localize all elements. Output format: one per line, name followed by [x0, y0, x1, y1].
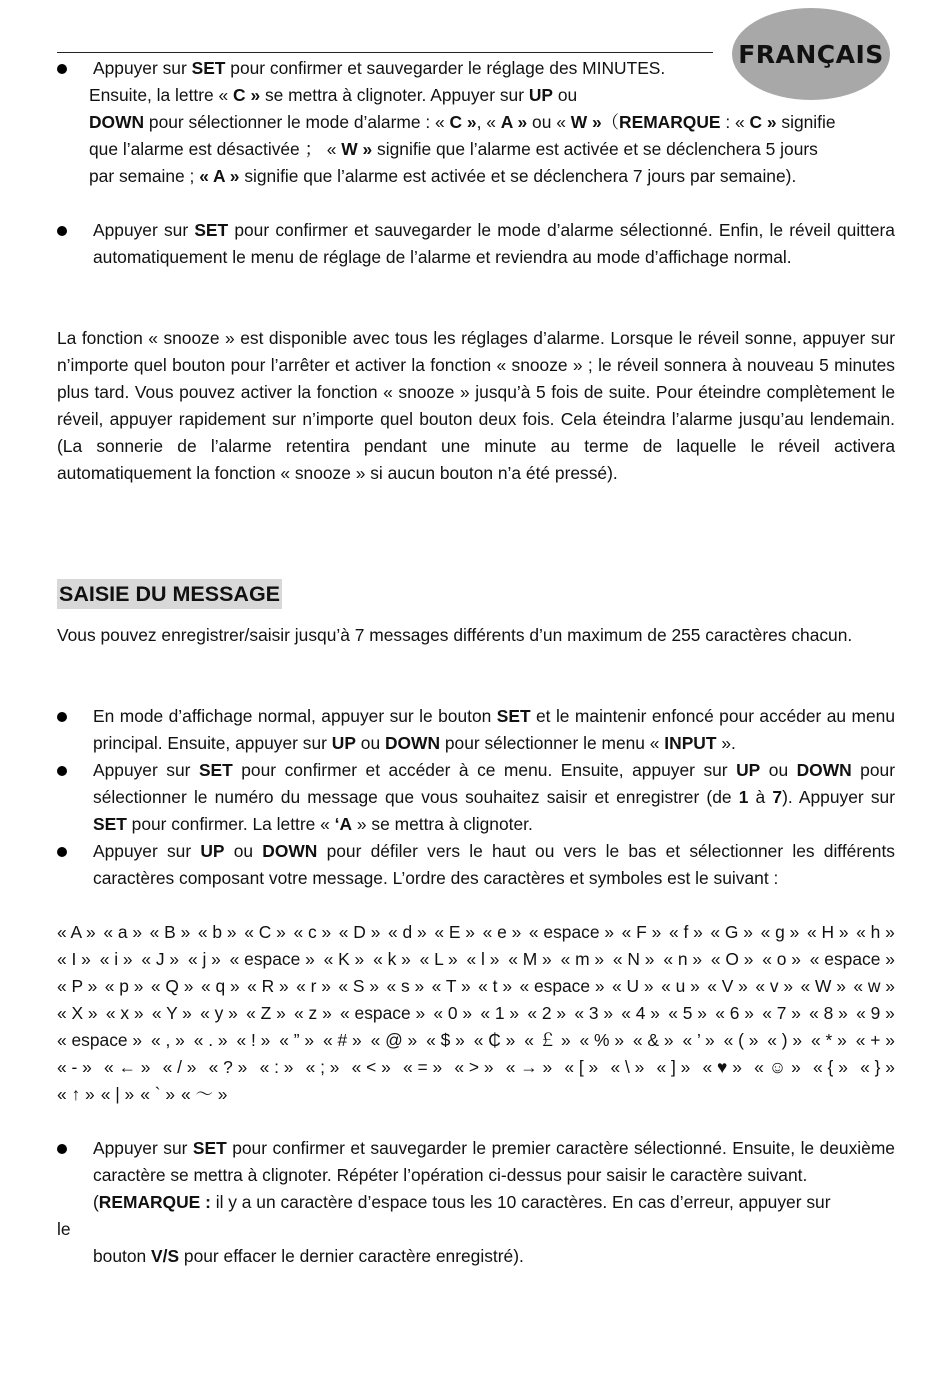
character-item: « u »	[661, 976, 700, 996]
character-item: « ; »	[305, 1057, 340, 1077]
bullet-dot	[57, 847, 67, 857]
character-item: « M »	[508, 949, 552, 969]
character-item: « p »	[104, 976, 144, 996]
character-item: « 5 »	[668, 1003, 707, 1023]
character-item: « O »	[710, 949, 754, 969]
bullet-dot	[57, 766, 67, 776]
character-item: « n »	[663, 949, 703, 969]
character-item: « U »	[612, 976, 654, 996]
character-item: « y »	[200, 1003, 238, 1023]
character-item: « C »	[244, 922, 286, 942]
character-item: « ← »	[104, 1057, 151, 1077]
character-item: « $ »	[426, 1030, 465, 1050]
character-item: « { »	[813, 1057, 848, 1077]
character-item: « 8 »	[809, 1003, 848, 1023]
character-item: « ￡ »	[524, 1030, 571, 1050]
character-item: « F »	[621, 922, 662, 942]
bullet-dot	[57, 226, 67, 236]
bullet-dot	[57, 1144, 67, 1154]
character-item: « ” »	[279, 1030, 315, 1050]
character-item: « ↑ »	[57, 1084, 95, 1104]
character-item: « e »	[482, 922, 522, 942]
character-item: « B »	[149, 922, 191, 942]
character-item: « espace »	[229, 949, 315, 969]
character-item: « m »	[560, 949, 605, 969]
character-item: « ’ »	[682, 1030, 715, 1050]
character-item: « t »	[478, 976, 512, 996]
character-item: « [ »	[564, 1057, 599, 1077]
character-row	[57, 1000, 895, 1027]
character-item: « espace »	[528, 922, 615, 942]
character-item: « < »	[351, 1057, 391, 1077]
character-item: « + »	[855, 1030, 895, 1050]
character-item: « # »	[322, 1030, 362, 1050]
character-item: « v »	[755, 976, 794, 996]
remark-line: (REMARQUE : il y a un caractère d’espace tous les 10 caractères. En cas d’erreur, appuyer sur	[93, 1192, 831, 1212]
character-item: « c »	[293, 922, 332, 942]
character-item: « Y »	[151, 1003, 192, 1023]
character-item: « @ »	[370, 1030, 418, 1050]
character-item: « 7 »	[762, 1003, 801, 1023]
character-item: « P »	[57, 976, 98, 996]
character-item: « L »	[419, 949, 458, 969]
character-item: « V »	[707, 976, 748, 996]
language-label: FRANÇAIS	[738, 39, 884, 69]
character-item: « Q »	[150, 976, 194, 996]
character-item: « h »	[856, 922, 895, 942]
character-item: « 9 »	[856, 1003, 895, 1023]
section-intro: Vous pouvez enregistrer/saisir jusqu’à 7 messages différents d’un maximum de 255 caractères chacun.	[57, 625, 853, 645]
character-item: « a »	[103, 922, 143, 942]
header-rule	[57, 52, 713, 53]
character-item: « ～ »	[181, 1084, 228, 1104]
remark-final-line: bouton V/S pour effacer le dernier caractère enregistré).	[93, 1246, 524, 1266]
character-row	[57, 946, 895, 973]
bullet-minutes-confirm: Appuyer sur SET pour confirmer et sauvegarder le réglage des MINUTES. Ensuite, la lettre « C » se mettra à clignoter. Appuyer sur UP ou DOWN pour sélectionner le mode d’alarme : « C », « A » ou « W »（REMARQUE : « C » signifie que l’alarme est désactivée ； « W » signifie que l’alarme est activée et se déclenchera 5 jours par semaine ; « A » signifie que l’alarme est activée et se déclenchera 7 jours par semaine).	[57, 55, 895, 190]
character-item: « Z »	[246, 1003, 286, 1023]
character-item: « espace »	[57, 1030, 143, 1050]
character-item: « = »	[403, 1057, 443, 1077]
character-item: « W »	[800, 976, 846, 996]
character-row	[57, 1027, 895, 1054]
character-item: « A »	[57, 922, 96, 942]
character-item: « 6 »	[715, 1003, 754, 1023]
character-item: « espace »	[809, 949, 895, 969]
character-item: « q »	[200, 976, 240, 996]
character-item: « / »	[162, 1057, 197, 1077]
character-item: « ₵ »	[473, 1030, 516, 1050]
character-item: « z »	[294, 1003, 332, 1023]
character-item: « \ »	[610, 1057, 645, 1077]
character-order-list	[57, 919, 895, 1108]
character-item: « ☺ »	[754, 1057, 801, 1077]
bullet-character-scroll: Appuyer sur UP ou DOWN pour défiler vers le haut ou vers le bas et sélectionner les différents caractères composant votre message. L’ordre des caractères et symboles est le suivant :	[57, 838, 895, 892]
bullet-alarm-mode-confirm: Appuyer sur SET pour confirmer et sauvegarder le mode d’alarme sélectionné. Enfin, le réveil quittera automatiquement le menu de réglage de l’alarme et reviendra au mode d’affichage normal.	[57, 217, 895, 271]
character-item: « 0 »	[433, 1003, 473, 1023]
remark-orphan-word: le	[57, 1219, 71, 1239]
character-item: « G »	[710, 922, 753, 942]
character-item: « i »	[99, 949, 133, 969]
bullet-message-number: Appuyer sur SET pour confirmer et accéder à ce menu. Ensuite, appuyer sur UP ou DOWN pour sélectionner le numéro du message que vous souhaitez saisir et enregistrer (de 1 à 7). Appuyer sur SET pour confirmer. La lettre « ‘A » se mettra à clignoter.	[57, 757, 895, 838]
character-item: « - »	[57, 1057, 92, 1077]
bullet-character-confirm: Appuyer sur SET pour confirmer et sauvegarder le premier caractère sélectionné. Ensuite, le deuxième caractère se mettra à clignoter. Répéter l’opération ci-dessus pour saisir le caractère suivant. (REMARQUE : il y a un caractère d’espace tous les 10 caractères. En cas d’erreur, appuyer sur le bouton V/S pour effacer le dernier caractère enregistré).	[57, 1135, 895, 1270]
character-item: « & »	[632, 1030, 674, 1050]
character-item: « > »	[454, 1057, 494, 1077]
character-row	[57, 973, 895, 1000]
character-item: « l »	[466, 949, 500, 969]
character-item: « * »	[811, 1030, 847, 1050]
character-row	[57, 1054, 895, 1081]
character-item: « → »	[505, 1057, 553, 1077]
bullet-input-menu: En mode d’affichage normal, appuyer sur le bouton SET et le maintenir enfoncé pour accéder au menu principal. Ensuite, appuyer sur UP ou DOWN pour sélectionner le menu « INPUT ».	[57, 703, 895, 757]
character-item: « S »	[338, 976, 380, 996]
character-item: « E »	[434, 922, 475, 942]
character-item: « 2 »	[527, 1003, 567, 1023]
character-item: « % »	[579, 1030, 625, 1050]
character-row	[57, 919, 895, 946]
character-item: « f »	[668, 922, 703, 942]
character-item: « 3 »	[574, 1003, 613, 1023]
character-item: « X »	[57, 1003, 98, 1023]
character-item: « j »	[187, 949, 221, 969]
section-title: SAISIE DU MESSAGE	[57, 579, 282, 609]
character-item: « ` »	[140, 1084, 176, 1104]
character-item: « ♥ »	[702, 1057, 742, 1077]
character-item: « ) »	[767, 1030, 803, 1050]
character-item: « k »	[373, 949, 411, 969]
character-item: « R »	[247, 976, 289, 996]
character-item: « D »	[338, 922, 381, 942]
character-item: « H »	[806, 922, 849, 942]
character-item: « 1 »	[480, 1003, 520, 1023]
character-item: « , »	[151, 1030, 185, 1050]
bullet-dot	[57, 712, 67, 722]
character-item: « ] »	[656, 1057, 691, 1077]
character-item: « x »	[105, 1003, 144, 1023]
character-item: « r »	[296, 976, 331, 996]
character-row	[57, 1081, 895, 1108]
character-item: « espace »	[340, 1003, 426, 1023]
character-item: « N »	[612, 949, 655, 969]
character-item: « s »	[386, 976, 425, 996]
character-item: « ( »	[723, 1030, 759, 1050]
character-item: « : »	[259, 1057, 294, 1077]
character-item: « o »	[762, 949, 801, 969]
character-item: « | »	[100, 1084, 135, 1104]
character-item: « K »	[323, 949, 365, 969]
bullet-dot	[57, 64, 67, 74]
character-item: « J »	[141, 949, 180, 969]
character-item: « b »	[197, 922, 237, 942]
character-item: « T »	[431, 976, 471, 996]
character-item: « . »	[193, 1030, 228, 1050]
character-item: « w »	[853, 976, 895, 996]
character-item: « } »	[860, 1057, 895, 1077]
character-item: « espace »	[519, 976, 605, 996]
character-item: « ! »	[236, 1030, 271, 1050]
character-item: « I »	[57, 949, 91, 969]
character-item: « 4 »	[621, 1003, 660, 1023]
character-item: « g »	[760, 922, 800, 942]
snooze-paragraph: La fonction « snooze » est disponible avec tous les réglages d’alarme. Lorsque le réveil sonne, appuyer sur n’importe quel bouton pour l’arrêter et activer la fonction « snooze » ; le réveil sonnera à nouveau 5 minutes plus tard. Vous pouvez activer la fonction « snooze » jusqu’à 5 fois de suite. Pour éteindre complètement le réveil, appuyer rapidement sur n’importe quel bouton deux fois. Cela éteindra l’alarme jusqu’au lendemain. (La sonnerie de l’alarme retentira pendant une minute au terme de laquelle le réveil activera automatiquement la fonction « snooze » si aucun bouton n’a été pressé).	[57, 328, 895, 483]
character-item: « d »	[388, 922, 427, 942]
character-item: « ? »	[208, 1057, 248, 1077]
